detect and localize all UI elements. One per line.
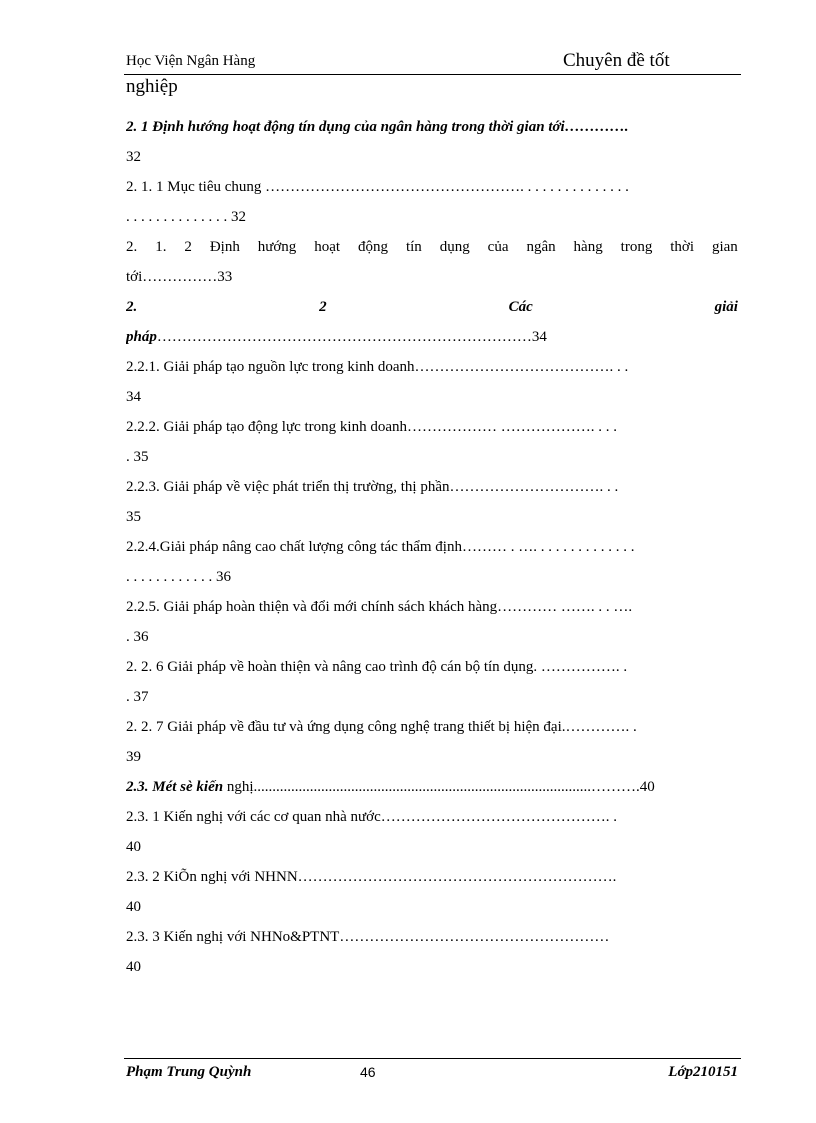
toc-leader: …………………………………………………………………34 <box>156 329 547 345</box>
footer-page-number: 46 <box>360 1064 376 1080</box>
toc-page-number: 40 <box>126 839 141 855</box>
toc-word: gian <box>711 239 738 255</box>
toc-section-title: 2.3. Mét sè kiến <box>126 779 224 795</box>
toc-entry-2-1-2 <box>126 232 738 262</box>
toc-entry-2-2-7: 2. 2. 7 Giải pháp về đầu tư và ứng dụng công nghệ trang thiết bị hiện đại.…………. . <box>126 719 637 735</box>
toc-entry-2-1-1: 2. 1. 1 Mục tiêu chung ……………………………………………. . . . . . . . . . . . . . . <box>126 179 629 195</box>
toc-section-2-2-continuation <box>126 322 738 352</box>
toc-word: hoạt <box>314 239 341 255</box>
toc-word: thời <box>670 239 695 255</box>
header-divider <box>124 74 741 75</box>
toc-word: của <box>487 239 509 255</box>
header-doc-type: Chuyên đề tốt <box>563 50 670 71</box>
toc-word: hướng <box>257 239 297 255</box>
toc-section-word: pháp <box>126 329 157 345</box>
toc-page-number: . 37 <box>126 689 149 705</box>
toc-entry-continuation: tới……………33 <box>126 269 233 285</box>
toc-entry-2-3-2: 2.3. 2 KiÕn nghị với NHNN………………………………………………………. <box>126 869 617 885</box>
toc-page-number: 32 <box>126 149 141 165</box>
toc-page-number: 40 <box>126 959 141 975</box>
toc-entry-2-3-3: 2.3. 3 Kiến nghị với NHNo&PTNT……………………………………………… <box>126 929 610 945</box>
toc-word: 1. <box>155 239 167 255</box>
toc-page-number: 35 <box>126 509 141 525</box>
toc-page-number: 39 <box>126 749 141 765</box>
toc-word: 2. <box>126 299 138 315</box>
toc-page-number: . 35 <box>126 449 149 465</box>
toc-entry-2-2-1: 2.2.1. Giải pháp tạo nguồn lực trong kinh doanh…………………………………. . . <box>126 359 629 375</box>
toc-word: dụng <box>439 239 470 255</box>
footer-divider <box>124 1058 741 1059</box>
header-institution: Học Viện Ngân Hàng <box>126 53 256 69</box>
footer-author: Phạm Trung Quỳnh <box>126 1064 252 1080</box>
header-doc-type-continued: nghiệp <box>126 76 178 97</box>
toc-word: 2 <box>319 299 327 315</box>
toc-leader: nghị..........................................................................................……….40 <box>223 779 655 795</box>
toc-entry-2-2-3: 2.2.3. Giải pháp về việc phát triển thị trường, thị phần…………………………. . . <box>126 479 619 495</box>
toc-section-2-3 <box>126 772 738 802</box>
toc-page-number: . . . . . . . . . . . . . . 32 <box>126 209 246 225</box>
toc-word: 2. <box>126 239 138 255</box>
toc-section-2-1: 2. 1 Định hướng hoạt động tín dụng của ngân hàng trong thời gian tới…………. <box>126 119 629 135</box>
toc-word: giải <box>714 299 738 315</box>
toc-word: hàng <box>573 239 603 255</box>
toc-section-2-2 <box>126 292 738 322</box>
toc-page-number: 40 <box>126 899 141 915</box>
toc-word: trong <box>620 239 653 255</box>
toc-word: Các <box>508 299 533 315</box>
toc-word: 2 <box>184 239 192 255</box>
toc-page-number: . . . . . . . . . . . . 36 <box>126 569 231 585</box>
toc-word: ngân <box>526 239 556 255</box>
toc-entry-2-3-1: 2.3. 1 Kiến nghị với các cơ quan nhà nước………………………………………. . <box>126 809 618 825</box>
toc-entry-2-2-2: 2.2.2. Giải pháp tạo động lực trong kinh doanh……………… ………………. . . . <box>126 419 618 435</box>
toc-entry-2-2-6: 2. 2. 6 Giải pháp về hoàn thiện và nâng cao trình độ cán bộ tín dụng. ……………. . <box>126 659 628 675</box>
toc-word: tín <box>405 239 422 255</box>
toc-page-number: . 36 <box>126 629 149 645</box>
toc-entry-2-2-4: 2.2.4.Giải pháp nâng cao chất lượng công tác thẩm định……… . …. . . . . . . . . . . . . . <box>126 539 635 555</box>
toc-page-number: 34 <box>126 389 141 405</box>
footer-class: Lớp210151 <box>668 1064 738 1080</box>
table-of-contents <box>126 112 738 982</box>
toc-word: động <box>358 239 389 255</box>
toc-word: Định <box>209 239 240 255</box>
toc-entry-2-2-5: 2.2.5. Giải pháp hoàn thiện và đổi mới chính sách khách hàng………… ……. . . …. <box>126 599 633 615</box>
